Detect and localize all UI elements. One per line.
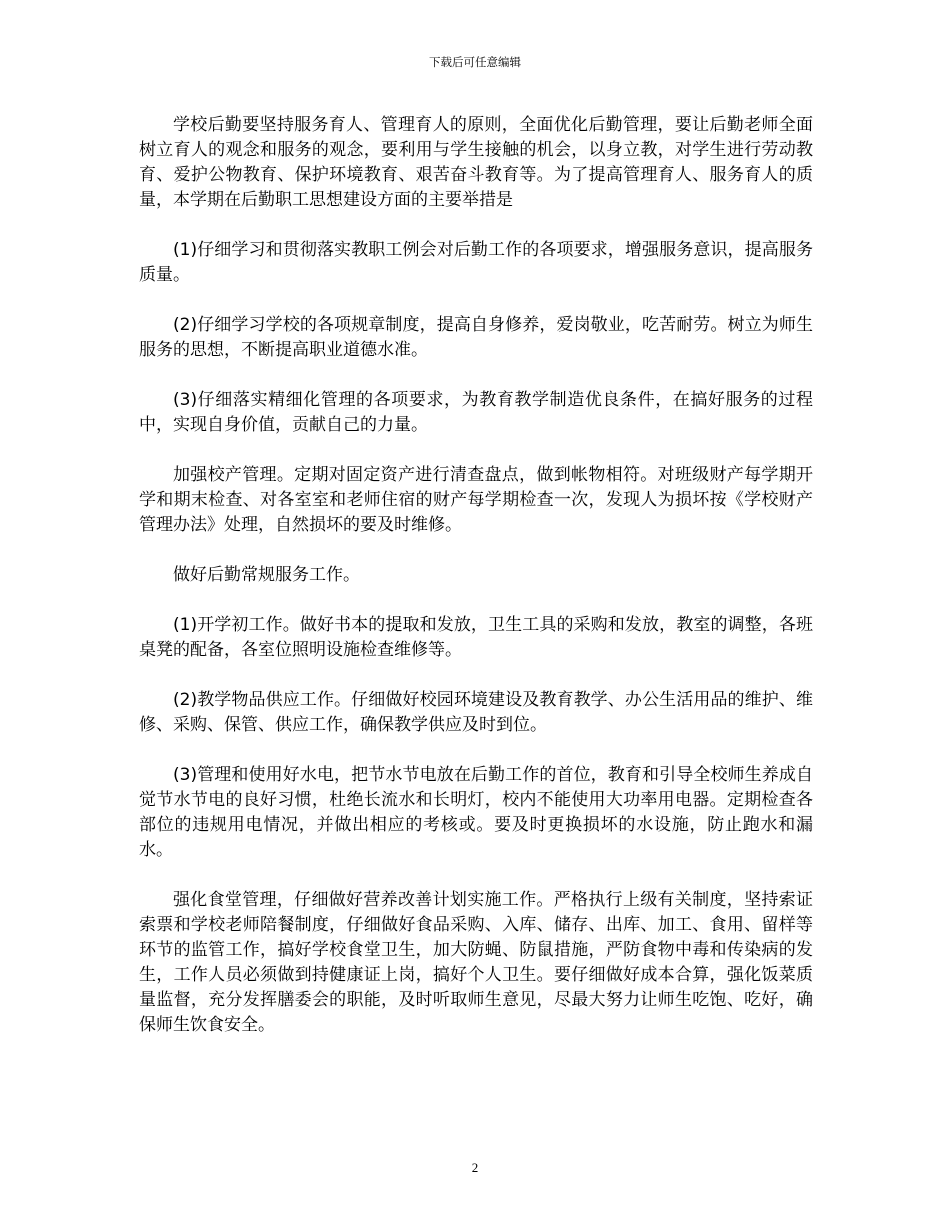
paragraph-routine-services: 做好后勤常规服务工作。 (173, 565, 360, 585)
document-body (139, 113, 813, 1063)
paragraph-logistics-principles: 学校后勤要坚持服务育人、管理育人的原则，全面优化后勤管理，要让后勤老师全面树立育人的观念和服务的观念，要利用与学生接触的机会，以身立教，对学生进行劳动教育、爱护公物教育、保护环境教育、艰苦奋斗教育等。为了提高管理育人、服务育人的质量，本学期在后勤职工思想建设方面的主要举措是 (139, 115, 813, 210)
list-item-supplies-work: (2)教学物品供应工作。仔细做好校园环境建设及教育教学、办公生活用品的维护、维修、采购、保管、供应工作，确保教学供应及时到位。 (139, 690, 813, 735)
list-item-refined-management: (3)仔细落实精细化管理的各项要求，为教育教学制造优良条件，在搞好服务的过程中，实现自身价值，贡献自己的力量。 (139, 390, 813, 435)
list-item-study-requirements: (1)仔细学习和贯彻落实教职工例会对后勤工作的各项要求，增强服务意识，提高服务质量。 (139, 240, 813, 285)
paragraph-asset-management: 加强校产管理。定期对固定资产进行清查盘点，做到帐物相符。对班级财产每学期开学和期末检查、对各室室和老师住宿的财产每学期检查一次，发现人为损坏按《学校财产管理办法》处理，自然损坏的要及时维修。 (139, 465, 813, 535)
page-number: 2 (471, 1160, 479, 1175)
paragraph-canteen-management: 强化食堂管理，仔细做好营养改善计划实施工作。严格执行上级有关制度，坚持索证索票和学校老师陪餐制度，仔细做好食品采购、入库、储存、出库、加工、食用、留样等环节的监管工作，搞好学校食堂卫生，加大防蝇、防鼠措施，严防食物中毒和传染病的发生，工作人员必须做到持健康证上岗，搞好个人卫生。要仔细做好成本合算，强化饭菜质量监督，充分发挥膳委会的职能，及时听取师生意见，尽最大努力让师生吃饱、吃好，确保师生饮食安全。 (139, 890, 813, 1035)
list-item-water-electricity: (3)管理和使用好水电，把节水节电放在后勤工作的首位，教育和引导全校师生养成自觉节水节电的良好习惯，杜绝长流水和长明灯，校内不能使用大功率用电器。定期检查各部位的违规用电情况，并做出相应的考核或。要及时更换损坏的水设施，防止跑水和漏水。 (139, 765, 813, 860)
list-item-term-start-work: (1)开学初工作。做好书本的提取和发放，卫生工具的采购和发放，教室的调整，各班桌凳的配备，各室位照明设施检查维修等。 (139, 615, 813, 660)
page-header: 下载后可任意编辑 (429, 55, 521, 69)
list-item-study-regulations: (2)仔细学习学校的各项规章制度，提高自身修养，爱岗敬业，吃苦耐劳。树立为师生服务的思想，不断提高职业道德水准。 (139, 315, 813, 360)
